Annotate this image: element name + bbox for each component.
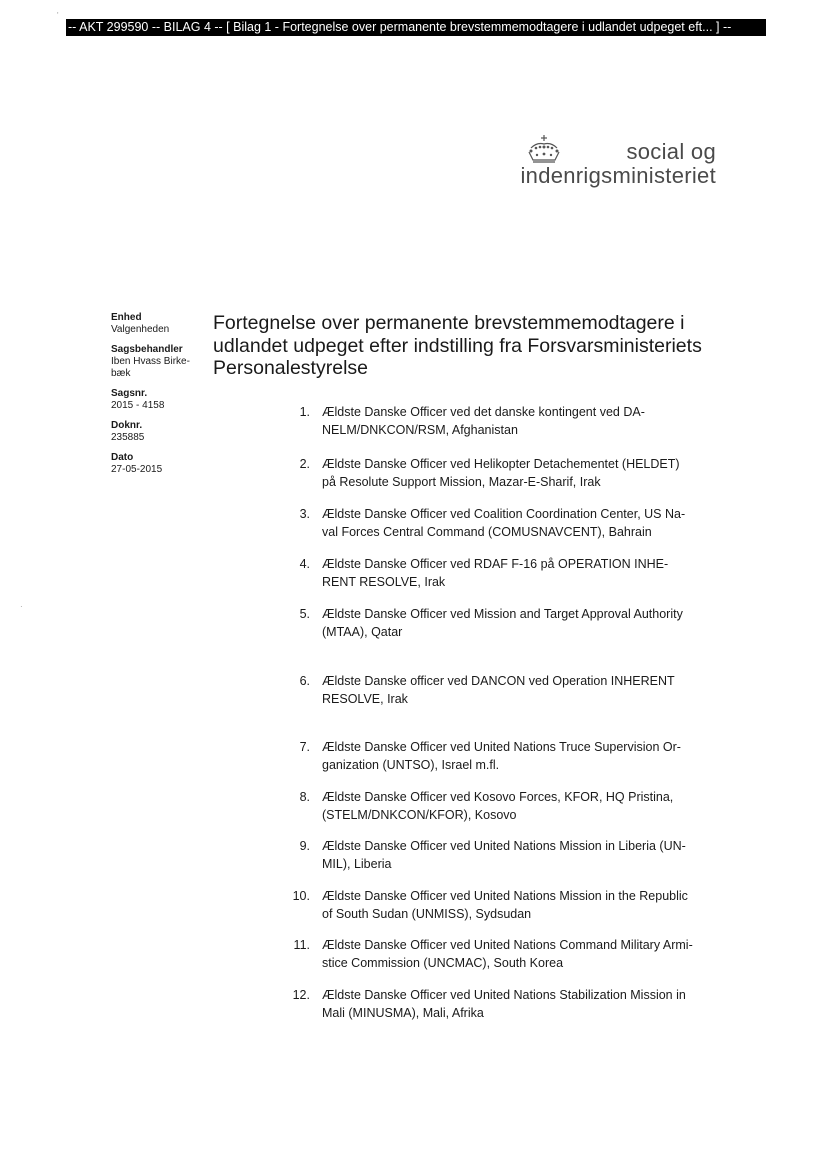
list-item-number: 9. [299,839,310,853]
list-item-text: Ældste Danske Officer ved United Nations Stabilization Mission in Mali (MINUSMA), Mali, Afrika [322,988,686,1020]
meta-dato [111,452,206,476]
meta-doknr [111,420,206,444]
meta-sagsbehandler-value-line1: Iben Hvass Birke- [111,356,190,367]
document-metadata [111,312,206,484]
list-item-text: Ældste Danske officer ved DANCON ved Operation INHERENT RESOLVE, Irak [322,674,675,706]
list-item-text: Ældste Danske Officer ved Coalition Coordination Center, US Na- val Forces Central Command (COMUSNAVCENT), Bahrain [322,507,686,539]
list-item-number: 12. [292,988,310,1002]
list-item-text: Ældste Danske Officer ved det danske kontingent ved DA- NELM/DNKCON/RSM, Afghanistan [322,405,645,437]
list-item-text: Ældste Danske Officer ved United Nations Mission in Liberia (UN- MIL), Liberia [322,839,686,871]
list-item-text: Ældste Danske Officer ved United Nations Mission in the Republic of South Sudan (UNMISS), Sydsudan [322,889,688,921]
list-item-text: Ældste Danske Officer ved Kosovo Forces, KFOR, HQ Pristina, (STELM/DNKCON/KFOR), Kosovo [322,790,674,822]
meta-sagsnr-label: Sagsnr. [111,388,148,399]
ministry-logo [520,134,720,194]
meta-doknr-value: 235885 [111,432,145,443]
meta-sagsnr-value: 2015 - 4158 [111,400,165,411]
meta-sagsnr [111,388,206,412]
meta-enhed-label: Enhed [111,312,142,323]
scan-speck: ' [57,11,59,20]
list-item-number: 5. [299,607,310,621]
list-item-text: Ældste Danske Officer ved Mission and Target Approval Authority (MTAA), Qatar [322,607,683,639]
meta-dato-label: Dato [111,452,134,463]
title-line1: Fortegnelse over permanente brevstemmemodtagere i [213,312,685,334]
list-item-number: 6. [299,674,310,688]
crown-icon [525,134,563,166]
list-item-number: 3. [299,507,310,521]
list-item-number: 7. [299,740,310,754]
list-item-text: Ældste Danske Officer ved United Nations Command Military Armi- stice Commission (UNCMAC), South Korea [322,938,693,970]
meta-doknr-label: Doknr. [111,420,143,431]
list-item-number: 1. [299,405,310,419]
list-item-text: Ældste Danske Officer ved United Nations Truce Supervision Or- ganization (UNTSO), Israel m.fl. [322,740,681,772]
list-item-text: Ældste Danske Officer ved RDAF F-16 på OPERATION INHE- RENT RESOLVE, Irak [322,557,669,589]
scan-speck: · [20,602,23,611]
list-item-number: 10. [292,889,310,903]
meta-enhed [111,312,206,336]
meta-dato-value: 27-05-2015 [111,464,163,475]
meta-sagsbehandler [111,344,206,380]
title-line3: Personalestyrelse [213,357,368,379]
meta-sagsbehandler-value-line2: bæk [111,368,131,379]
list-item-number: 4. [299,557,310,571]
document-header-bar: -- AKT 299590 -- BILAG 4 -- [ Bilag 1 - Fortegnelse over permanente brevstemmemodtagere i udlandet udpeget eft... ] -- [66,19,766,36]
list-item-number: 2. [299,457,310,471]
logo-text-line1: social og [626,139,716,164]
meta-sagsbehandler-label: Sagsbehandler [111,344,183,355]
title-line2: udlandet udpeget efter indstilling fra Forsvarsministeriets [213,334,702,357]
logo-text-line2: indenrigsministeriet [520,163,716,188]
list-item-text: Ældste Danske Officer ved Helikopter Detachementet (HELDET) på Resolute Support Mission, Mazar-E-Sharif, Irak [322,457,680,489]
meta-enhed-value: Valgenheden [111,324,170,335]
list-item-number: 8. [299,790,310,804]
list-item-number: 11. [293,938,310,952]
document-title [213,312,713,380]
